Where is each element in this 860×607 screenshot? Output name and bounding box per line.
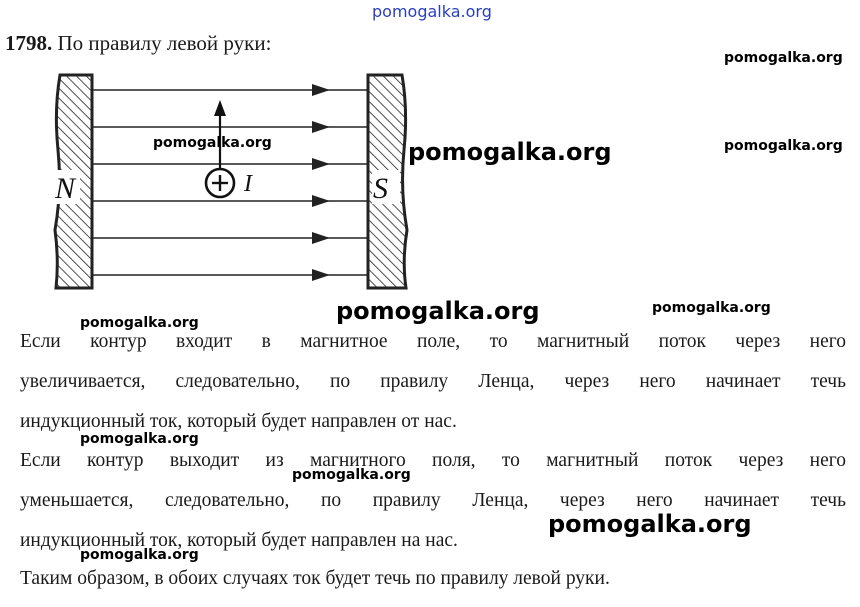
north-label: N [55, 172, 76, 205]
paragraph-1-line-1: Если контур входит в магнитное поле, то магнитный поток через него [20, 331, 846, 352]
watermark: pomogalka.org [80, 547, 199, 563]
watermark: pomogalka.org [408, 138, 612, 166]
watermark: pomogalka.org [724, 138, 843, 154]
paragraph-1-line-2: увеличивается, следовательно, по правилу Ленца, через него начинает течь [20, 371, 846, 392]
watermark: pomogalka.org [336, 297, 540, 325]
problem-title: По правилу левой руки: [57, 31, 272, 55]
field-arrowheads [312, 84, 330, 281]
problem-number: 1798. [5, 31, 53, 55]
paragraph-1 [20, 322, 846, 442]
paragraph-2 [20, 441, 846, 561]
paragraph-3 [20, 559, 846, 599]
watermark-top: pomogalka.org [372, 2, 492, 21]
watermark: pomogalka.org [548, 510, 752, 538]
paragraph-3-line-1: Таким образом, в обоих случаях ток будет течь по правилу левой руки. [20, 568, 610, 589]
watermark: pomogalka.org [724, 50, 843, 66]
magnetic-field-diagram [50, 70, 420, 295]
paragraph-2-line-2: уменьшается, следовательно, по правилу Ленца, через него начинает течь [20, 490, 846, 511]
paragraph-2-line-1: Если контур выходит из магнитного поля, то магнитный поток через него [20, 450, 846, 471]
watermark: pomogalka.org [652, 300, 771, 316]
current-symbol [206, 169, 234, 197]
current-label: I [244, 171, 252, 197]
watermark: pomogalka.org [80, 315, 199, 331]
south-label: S [373, 172, 388, 205]
problem-heading [5, 31, 271, 56]
paragraph-2-line-3: индукционный ток, который будет направлен на нас. [20, 530, 458, 551]
watermark: pomogalka.org [153, 135, 272, 151]
watermark: pomogalka.org [292, 467, 411, 483]
paragraph-1-line-3: индукционный ток, который будет направлен от нас. [20, 411, 457, 432]
watermark: pomogalka.org [80, 431, 199, 447]
